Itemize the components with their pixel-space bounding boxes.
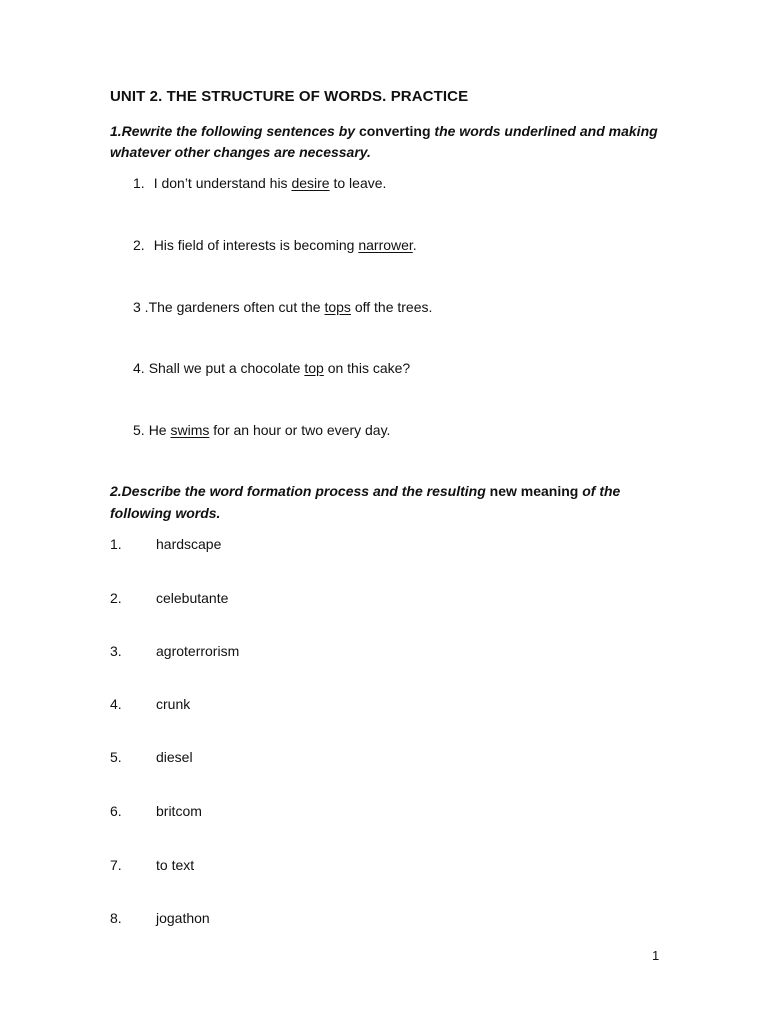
sentence-number: 5.	[133, 422, 145, 438]
word-item: crunk	[156, 696, 191, 712]
instruction-part: the words underlined and making	[434, 123, 658, 139]
word-item: hardscape	[156, 536, 222, 552]
page-number: 1	[652, 948, 660, 963]
word-number: 6.	[110, 803, 122, 819]
underlined-word: narrower	[358, 237, 413, 253]
instruction-part: whatever other changes are necessary.	[110, 144, 371, 160]
sentence-text: for an hour or two every day.	[209, 422, 391, 438]
sentence-text: His field of interests is becoming	[153, 237, 359, 253]
instruction-part: 1.Rewrite the following sentences by	[110, 123, 356, 139]
sentence-text: to leave.	[329, 175, 387, 191]
underlined-word: tops	[324, 299, 351, 315]
exercise-1-instruction-cont	[110, 142, 371, 163]
sentence-text: Shall we put a chocolate	[148, 360, 305, 376]
instruction-part: new meaning	[485, 483, 583, 499]
word-number: 8.	[110, 910, 122, 926]
sentence-text: The gardeners often cut the	[148, 299, 325, 315]
sentence-text: on this cake?	[323, 360, 411, 376]
sentence-text: .	[412, 237, 417, 253]
sentence-item	[133, 175, 386, 191]
word-item: celebutante	[156, 590, 229, 606]
instruction-part: converting	[355, 123, 435, 139]
word-item: diesel	[156, 749, 193, 765]
sentence-number: 2.	[133, 237, 145, 253]
sentence-number: 1.	[133, 175, 145, 191]
word-item: to text	[156, 857, 195, 873]
sentence-text: off the trees.	[350, 299, 433, 315]
word-item: agroterrorism	[156, 643, 240, 659]
word-number: 4.	[110, 696, 122, 712]
word-item: britcom	[156, 803, 202, 819]
sentence-item	[133, 237, 417, 253]
sentence-item	[133, 422, 390, 438]
word-item: jogathon	[156, 910, 210, 926]
exercise-2-instruction	[110, 481, 620, 502]
word-number: 5.	[110, 749, 122, 765]
exercise-2-instruction-cont	[110, 503, 220, 524]
sentence-text: He	[148, 422, 171, 438]
instruction-part: following words.	[110, 505, 221, 521]
word-number: 1.	[110, 536, 122, 552]
exercise-1-instruction	[110, 121, 658, 142]
sentence-text: I don’t understand his	[153, 175, 292, 191]
underlined-word: top	[304, 360, 324, 376]
sentence-number: 4.	[133, 360, 145, 376]
sentence-item	[133, 360, 410, 376]
sentence-item	[133, 299, 432, 315]
word-number: 7.	[110, 857, 122, 873]
instruction-part: of the	[582, 483, 621, 499]
underlined-word: swims	[170, 422, 210, 438]
underlined-word: desire	[291, 175, 330, 191]
word-number: 2.	[110, 590, 122, 606]
sentence-number: 3 .	[133, 299, 149, 315]
word-number: 3.	[110, 643, 122, 659]
page-title: UNIT 2. THE STRUCTURE OF WORDS. PRACTICE	[110, 88, 469, 105]
instruction-part: 2.Describe the word formation process and the resulting	[110, 483, 486, 499]
